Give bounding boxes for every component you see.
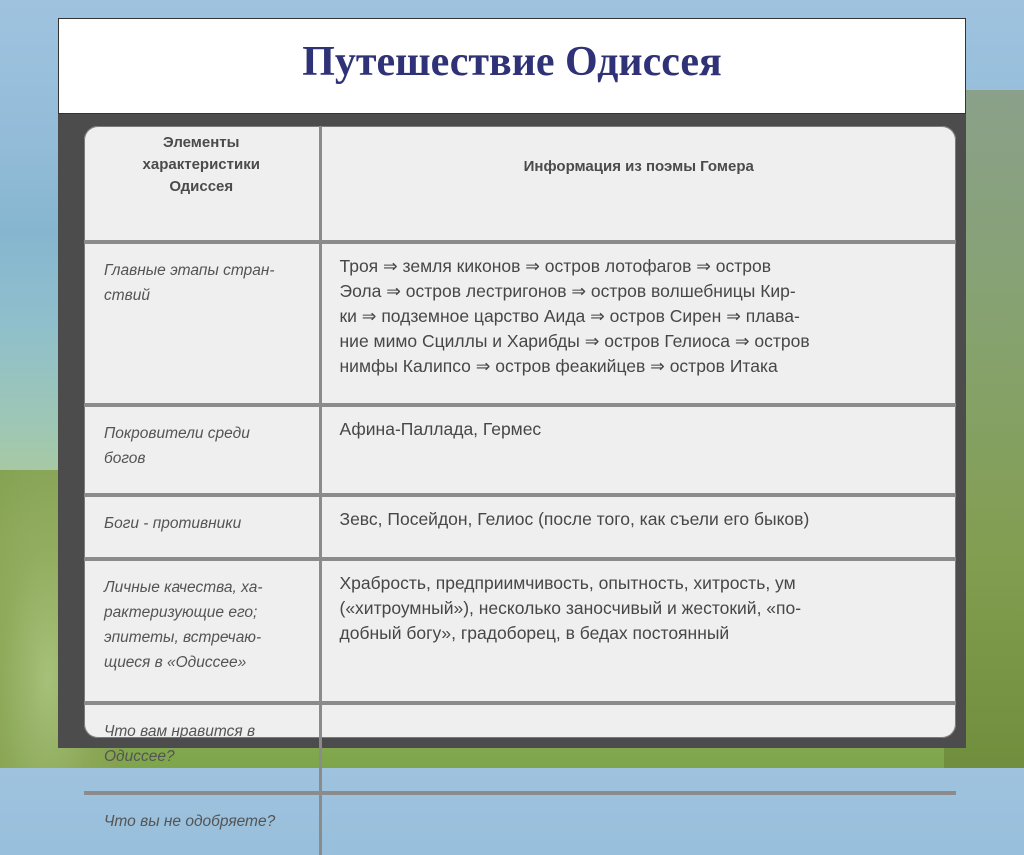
row-value-cell xyxy=(320,242,956,405)
row-label: Личные качества, ха- рактеризующие его; эпитеты, встречаю- щиеся в «Одиссее» xyxy=(104,579,263,671)
odysseus-table xyxy=(84,126,956,855)
table-row xyxy=(84,495,956,559)
table-panel xyxy=(58,114,966,830)
header-cell-information xyxy=(320,126,956,242)
row-value-cell xyxy=(320,793,956,855)
slide xyxy=(58,18,966,830)
table-row xyxy=(84,405,956,495)
table-card xyxy=(84,126,956,830)
row-label-cell xyxy=(84,405,320,495)
table-header-row xyxy=(84,126,956,242)
header-cell-characteristics xyxy=(84,126,320,242)
row-label-cell xyxy=(84,242,320,405)
row-label: Покровители среди богов xyxy=(104,425,250,467)
table-row xyxy=(84,242,956,405)
table-row xyxy=(84,703,956,793)
row-label: Что вам нравится в Одиссее? xyxy=(104,723,256,765)
table-row xyxy=(84,793,956,855)
row-value-cell xyxy=(320,559,956,703)
row-value: Троя ⇒ земля киконов ⇒ остров лотофагов ⇒ остров Эола ⇒ остров лестригонов ⇒ остров волшебницы Кир- ки ⇒ подземное царство Аида ⇒ остров Сирен ⇒ плава- ние мимо Сциллы и Харибды ⇒ остров Гелиоса ⇒ остров нимфы Калипсо ⇒ остров феакийцев ⇒ остров Итака xyxy=(339,256,810,376)
row-value-cell xyxy=(320,405,956,495)
row-label: Что вы не одобряете? xyxy=(104,813,276,830)
row-value-cell xyxy=(320,703,956,793)
row-value-cell xyxy=(320,495,956,559)
row-label: Главные этапы стран- ствий xyxy=(104,262,275,304)
row-label-cell xyxy=(84,703,320,793)
row-value: Афина-Паллада, Гермес xyxy=(339,419,542,439)
slide-title: Путешествие Одиссея xyxy=(302,39,722,85)
row-label-cell xyxy=(84,495,320,559)
title-band xyxy=(58,18,966,114)
row-label: Боги - противники xyxy=(104,515,242,532)
row-label-cell xyxy=(84,559,320,703)
row-value: Храбрость, предприимчивость, опытность, хитрость, ум («хитроумный»), несколько заносчивый и жестокий, «по- добный богу», градоборец, в бедах постоянный xyxy=(339,573,802,643)
header-label-characteristics: Элементы характеристики Одиссея xyxy=(142,134,260,195)
header-label-information: Информация из поэмы Гомера xyxy=(523,158,754,175)
row-value: Зевс, Посейдон, Гелиос (после того, как съели его быков) xyxy=(339,509,810,529)
table-row xyxy=(84,559,956,703)
row-label-cell xyxy=(84,793,320,855)
